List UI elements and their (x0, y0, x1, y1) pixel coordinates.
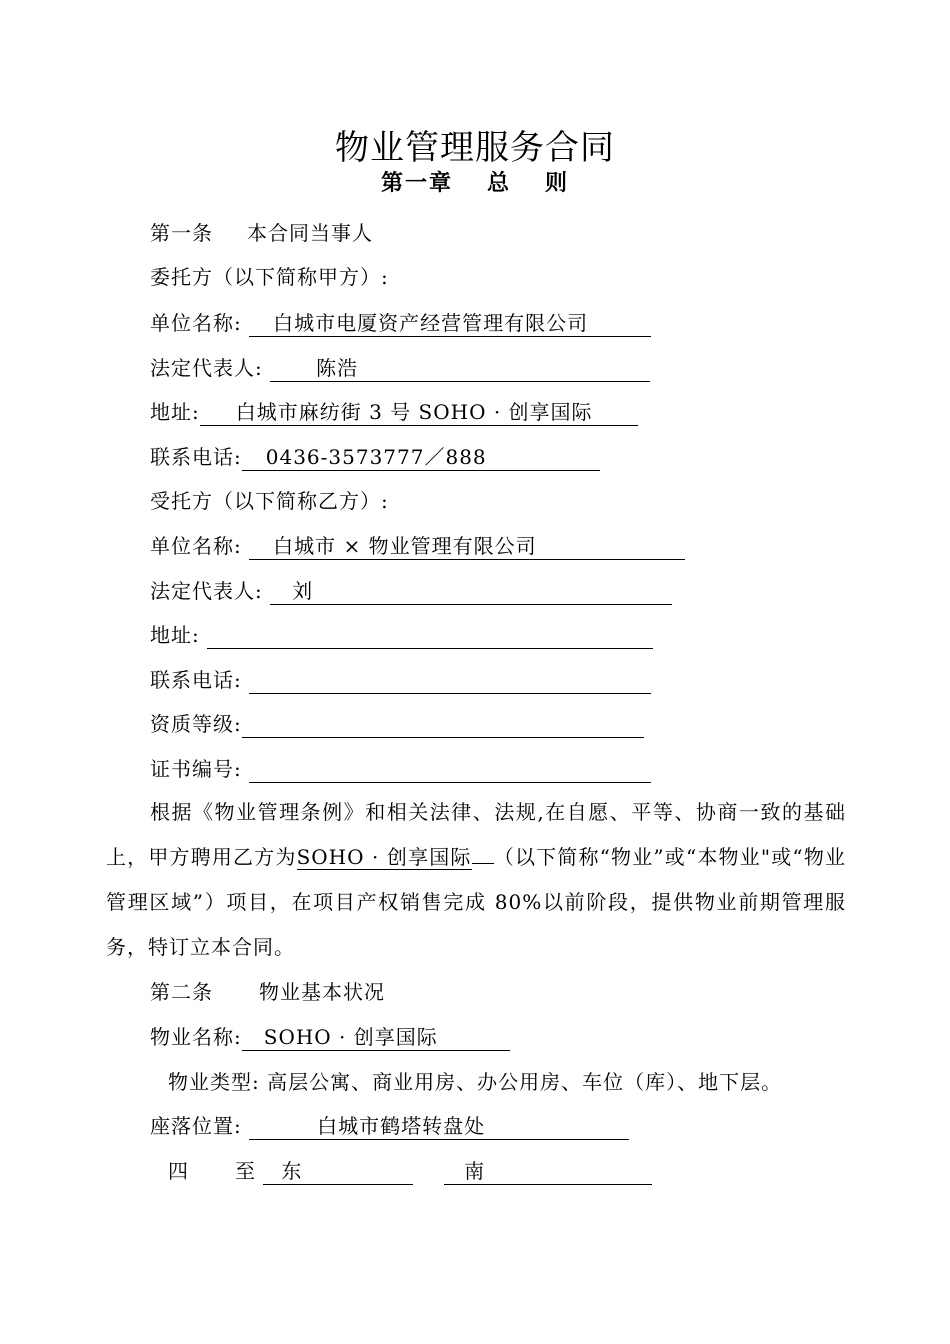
bound-east-field (263, 1159, 413, 1185)
party-b-tel-row (150, 666, 651, 694)
party-b-rep-label: 法定代表人: (150, 579, 263, 603)
basis-property-name: SOHO · 创享国际 (296, 845, 472, 869)
party-a-name-field (249, 311, 651, 337)
basis-text-2: （以下简称“物业”或“本物业"或“物业管理区域”）项目，在项目产权销售完成 80%以前阶段，提供物业前期管理服务，特订立本合同。 (106, 845, 846, 959)
party-a-addr-row (150, 398, 638, 426)
party-a-rep-field (270, 356, 650, 382)
basis-text-1: 根据《物业管理条例》和相关法律、法规,在自愿、平等、协商一致的基础上，甲方聘用乙方为 (106, 800, 846, 869)
party-a-addr-field (200, 400, 638, 426)
property-name-label: 物业名称: (150, 1025, 242, 1049)
bound-south-label: 南 (464, 1159, 486, 1183)
party-b-rep-value: 刘 (292, 579, 314, 603)
property-name-field (242, 1025, 510, 1051)
party-b-tel-label: 联系电话: (150, 668, 242, 692)
article-1-label: 第一条 (150, 221, 213, 245)
party-a-name-label: 单位名称: (150, 311, 242, 335)
party-b-cert-label: 证书编号: (150, 757, 242, 781)
party-b-addr-field (207, 623, 653, 649)
party-a-heading: 委托方（以下简称甲方）: (150, 265, 389, 289)
property-bounds-row (168, 1157, 652, 1185)
party-a-addr-value: 白城市麻纺街 3 号 SOHO · 创享国际 (235, 400, 593, 424)
party-b-rep-row (150, 577, 672, 605)
property-location-row (150, 1112, 629, 1140)
chapter-label: 第一章 (380, 170, 453, 196)
party-b-qual-row (150, 710, 644, 738)
article-2 (150, 978, 385, 1006)
party-b-name-label: 单位名称: (150, 534, 242, 558)
chapter-name-1: 总 (486, 170, 511, 196)
article-1 (150, 219, 373, 247)
bound-south-field (444, 1159, 652, 1185)
party-a-rep-value: 陈浩 (316, 356, 359, 380)
bounds-label-2: 至 (235, 1159, 256, 1183)
party-a-tel-value: 0436-3573777／888 (265, 445, 487, 469)
party-b-heading: 受托方（以下简称乙方）: (150, 489, 389, 513)
party-a-addr-label: 地址: (150, 400, 200, 424)
party-a-tel-row (150, 443, 600, 471)
chapter-name-2: 则 (545, 170, 570, 196)
party-b-qual-label: 资质等级: (150, 712, 242, 736)
basis-paragraph (106, 790, 846, 970)
party-b-rep-field (270, 579, 672, 605)
party-a-name-value: 白城市电厦资产经营管理有限公司 (273, 311, 589, 335)
property-type-label: 物业类型: (168, 1070, 260, 1094)
property-type-value: 高层公寓、商业用房、办公用房、车位（库）、地下层。 (267, 1070, 783, 1094)
party-a-name-row (150, 309, 651, 337)
party-b-qual-field (242, 712, 644, 738)
party-b-tel-field (249, 668, 651, 694)
party-b-name-field (249, 534, 685, 560)
document-title: 物业管理服务合同 (335, 128, 615, 168)
property-location-label: 座落位置: (150, 1114, 242, 1138)
bounds-label-1: 四 (168, 1159, 189, 1183)
party-b-name-value: 白城市 × 物业管理有限公司 (273, 534, 537, 558)
party-b-addr-label: 地址: (150, 623, 200, 647)
chapter-heading (0, 166, 950, 197)
article-2-text: 物业基本状况 (259, 980, 385, 1004)
article-1-text: 本合同当事人 (247, 221, 373, 245)
party-b-cert-row (150, 755, 651, 783)
party-b-name-row (150, 532, 685, 560)
article-2-label: 第二条 (150, 980, 213, 1004)
party-a-rep-row (150, 354, 650, 382)
property-location-value: 白城市鹤塔转盘处 (317, 1114, 486, 1138)
party-a-rep-label: 法定代表人: (150, 356, 263, 380)
party-b-addr-row (150, 621, 653, 649)
party-a-tel-label: 联系电话: (150, 445, 242, 469)
party-b-cert-field (249, 757, 651, 783)
property-name-value: SOHO · 创享国际 (263, 1025, 438, 1049)
property-location-field (249, 1114, 629, 1140)
property-type-row (168, 1068, 782, 1096)
bound-east-label: 东 (281, 1159, 303, 1183)
party-a-tel-field (242, 445, 600, 471)
property-name-row (150, 1023, 510, 1051)
